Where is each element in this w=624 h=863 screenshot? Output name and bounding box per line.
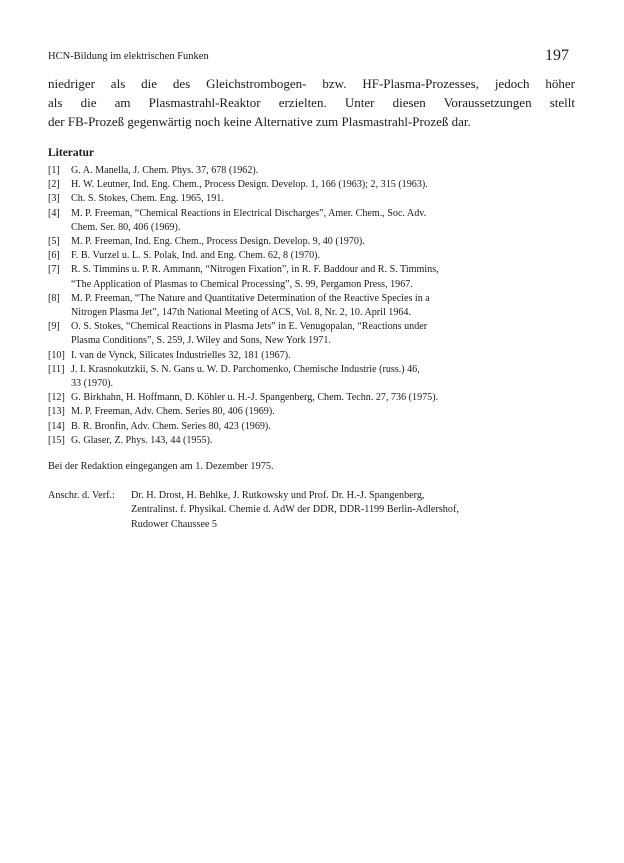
literature-heading: Literatur [48,147,94,159]
reference-item [48,164,578,178]
received-note: Bei der Redaktion eingegangen am 1. Dezember 1975. [48,461,274,472]
reference-number: [9] [48,321,60,333]
reference-text [71,320,578,348]
reference-number: [10] [48,349,65,361]
reference-text [71,363,578,391]
reference-number: [5] [48,236,60,248]
reference-line: Ch. S. Stokes, Chem. Eng. 1965, 191. [71,193,224,205]
reference-line: Plasma Conditions”, S. 259, J. Wiley and Sons, New York 1971. [71,335,331,347]
reference-line: M. P. Freeman, Adv. Chem. Series 80, 406 (1969). [71,406,275,418]
reference-line: G. Glaser, Z. Phys. 143, 44 (1955). [71,434,213,446]
body-line: als die am Plasmastrahl-Reaktor erzielten. Unter diesen Voraussetzungen stellt [48,95,575,110]
reference-line: J. I. Krasnokutzkii, S. N. Gans u. W. D. Parchomenko, Chemische Industrie (russ.) 46, [71,363,420,375]
reference-number: [1] [48,165,60,176]
reference-item [48,363,578,391]
reference-item [48,420,578,434]
reference-number: [13] [48,406,65,418]
reference-line: “The Application of Plasmas to Chemical Processing”, S. 99, Pergamon Press, 1967. [71,278,413,290]
address-label: Anschr. d. Verf.: [48,490,115,501]
reference-text [71,178,578,192]
reference-item [48,178,578,192]
reference-line: B. R. Bronfin, Adv. Chem. Series 80, 423 (1969). [71,420,271,432]
reference-item [48,235,578,249]
reference-number: [12] [48,392,65,404]
reference-item [48,263,578,291]
reference-text [71,405,578,419]
reference-text [71,249,578,263]
address-line: Zentralinst. f. Physikal. Chemie d. AdW der DDR, DDR-1199 Berlin-Adlershof, [131,504,459,516]
reference-number: [4] [48,207,60,219]
reference-line: R. S. Timmins u. P. R. Ammann, “Nitrogen Fixation”, in R. F. Baddour and R. S. Timmins, [71,264,439,276]
reference-line: H. W. Leutner, Ind. Eng. Chem., Process Design. Develop. 1, 166 (1963); 2, 315 (1963). [71,179,428,191]
reference-item [48,292,578,320]
reference-list [48,164,578,448]
reference-item [48,192,578,206]
reference-line: G. A. Manella, J. Chem. Phys. 37, 678 (1962). [71,165,259,176]
running-title: HCN-Bildung im elektrischen Funken [48,51,209,62]
reference-line: I. van de Vynck, Silicates Industrielles 32, 181 (1967). [71,349,291,361]
reference-number: [8] [48,292,60,304]
page-number: 197 [545,47,569,64]
reference-line: G. Birkhahn, H. Hoffmann, D. Köhler u. H.-J. Spangenberg, Chem. Techn. 27, 736 (1975). [71,392,439,404]
reference-text [71,235,578,249]
reference-line: Nitrogen Plasma Jet”, 147th National Meeting of ACS, Vol. 8, Nr. 2, 10. April 1964. [71,307,411,319]
reference-text [71,349,578,363]
reference-item [48,434,578,448]
reference-line: O. S. Stokes, “Chemical Reactions in Plasma Jets” in E. Venugopalan, “Reactions under [71,321,428,333]
reference-number: [3] [48,193,60,205]
body-paragraph [48,74,575,131]
reference-number: [11] [48,363,65,375]
reference-line: 33 (1970). [71,378,114,390]
reference-line: M. P. Freeman, “Chemical Reactions in Electrical Discharges”, Amer. Chem., Soc. Adv. [71,207,427,219]
reference-text [71,420,578,434]
reference-number: [15] [48,434,65,446]
reference-line: M. P. Freeman, “The Nature and Quantitative Determination of the Reactive Species in a [71,292,430,304]
reference-number: [6] [48,250,60,262]
reference-number: [14] [48,420,65,432]
reference-text [71,164,578,178]
reference-item [48,207,578,235]
reference-text [71,434,578,448]
reference-item [48,349,578,363]
reference-item [48,320,578,348]
reference-item [48,405,578,419]
reference-line: Chem. Ser. 80, 406 (1969). [71,221,181,233]
address-line: Dr. H. Drost, H. Behlke, J. Rutkowsky und Prof. Dr. H.-J. Spangenberg, [131,490,425,501]
page-header [48,47,569,66]
reference-text [71,391,578,405]
body-line: niedriger als die des Gleichstrombogen- bzw. HF-Plasma-Prozesses, jedoch höher [48,76,575,91]
reference-text [71,192,578,206]
reference-line: F. B. Vurzel u. L. S. Polak, Ind. and Eng. Chem. 62, 8 (1970). [71,250,321,262]
reference-number: [7] [48,264,60,276]
reference-number: [2] [48,179,60,191]
reference-text [71,263,578,291]
reference-text [71,292,578,320]
reference-item [48,391,578,405]
address-line: Rudower Chaussee 5 [131,518,218,530]
reference-line: M. P. Freeman, Ind. Eng. Chem., Process Design. Develop. 9, 40 (1970). [71,236,365,248]
body-line: der FB-Prozeß gegenwärtig noch keine Alternative zum Plasmastrahl-Prozeß dar. [48,114,471,129]
reference-item [48,249,578,263]
reference-text [71,207,578,235]
